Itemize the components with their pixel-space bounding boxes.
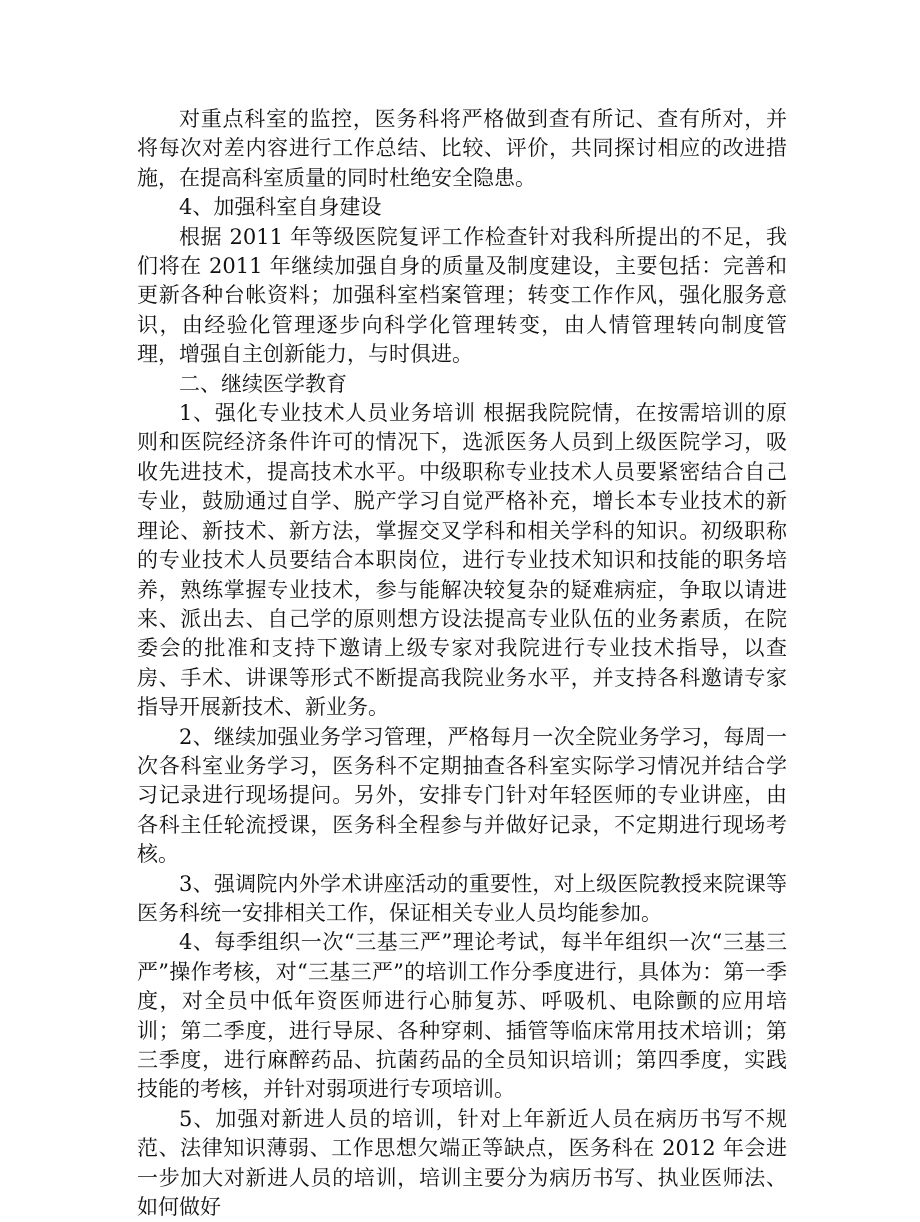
paragraph-training-5: 5、加强对新进人员的培训，针对上年新近人员在病历书写不规范、法律知识薄弱、工作思想欠端正等缺点，医务科在 2012 年会进一步加大对新进人员的培训，培训主要分为病历书写、执业医师法、如何做好 xyxy=(137,1106,787,1220)
document-body xyxy=(137,105,787,1222)
paragraph-training-2: 2、继续加强业务学习管理，严格每月一次全院业务学习，每周一次各科室业务学习，医务科不定期抽查各科室实际学习情况并结合学习记录进行现场提问。另外，安排专门针对年轻医师的专业讲座，由各科主任轮流授课，医务科全程参与并做好记录，不定期进行现场考核。 xyxy=(137,724,787,867)
paragraph-training-4: 4、每季组织一次“三基三严”理论考试，每半年组织一次“三基三严”操作考核，对“三基三严”的培训工作分季度进行，具体为：第一季度，对全员中低年资医师进行心肺复苏、呼吸机、电除颤的应用培训；第二季度，进行导尿、各种穿刺、插管等临床常用技术培训；第三季度，进行麻醉药品、抗菌药品的全员知识培训；第四季度，实践技能的考核，并针对弱项进行专项培训。 xyxy=(137,930,787,1102)
paragraph-monitoring: 对重点科室的监控，医务科将严格做到查有所记、查有所对，并将每次对差内容进行工作总结、比较、评价，共同探讨相应的改进措施，在提高科室质量的同时杜绝安全隐患。 xyxy=(137,107,787,190)
paragraph-training-1: 1、强化专业技术人员业务培训 根据我院院情，在按需培训的原则和医院经济条件许可的情况下，选派医务人员到上级医院学习，吸收先进技术，提高技术水平。中级职称专业技术人员要紧密结合自己专业，鼓励通过自学、脱产学习自觉严格补充，增长本专业技术的新理论、新技术、新方法，掌握交叉学科和相关学科的知识。初级职称的专业技术人员要结合本职岗位，进行专业技术知识和技能的职务培养，熟练掌握专业技术，参与能解决较复杂的疑难病症，争取以请进来、派出去、自己学的原则想方设法提高专业队伍的业务素质，在院委会的批准和支持下邀请上级专家对我院进行专业技术指导，以查房、手术、讲课等形式不断提高我院业务水平，并支持各科邀请专家指导开展新技术、新业务。 xyxy=(137,401,787,720)
paragraph-training-3: 3、强调院内外学术讲座活动的重要性，对上级医院教授来院课等医务科统一安排相关工作，保证相关专业人员均能参加。 xyxy=(137,871,787,925)
paragraph-self-construction: 根据 2011 年等级医院复评工作检查针对我科所提出的不足，我们将在 2011 年继续加强自身的质量及制度建设，主要包括：完善和更新各种台帐资料；加强科室档案管理；转变工作作风，强化服务意识，由经验化管理逐步向科学化管理转变，由人情管理转向制度管理，增强自主创新能力，与时俱进。 xyxy=(137,224,787,367)
heading-self-construction: 4、加强科室自身建设 xyxy=(179,195,382,220)
heading-continuing-education: 二、继续医学教育 xyxy=(179,371,347,396)
